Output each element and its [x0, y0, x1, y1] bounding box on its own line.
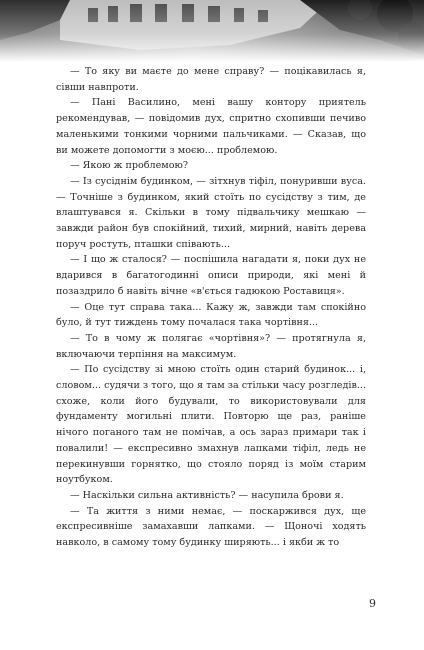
paragraph: — Пані Василино, мені вашу контору приятель рекомендував, — повідомив дух, спритно схопивши печиво маленькими тонкими чорними пальчиками. — Сказав, що ви можете допомогти з моєю... проблемою.	[56, 97, 366, 156]
building-photo-image	[0, 0, 424, 62]
page-number: 9	[369, 597, 376, 610]
paragraph: — Та життя з ними немає, — поскаржився дух, ще експресивніше замахавши лапками. — Щоночі ходять навколо, в самому тому будинку ширяють... і якби ж то	[56, 505, 366, 549]
paragraph: — Якою ж проблемою?	[70, 160, 189, 172]
paragraph: — Наскільки сильна активність? — насупила брови я.	[70, 489, 344, 501]
paragraph: — Оце тут справа така... Кажу ж, завжди там спокійно було, й тут тиждень тому почалася така чортівня...	[56, 301, 366, 329]
paragraph: — То в чому ж полягає «чортівня»? — протягнула я, включаючи терпіння на максимум.	[56, 332, 366, 360]
body-text	[56, 64, 366, 551]
paragraph: — І що ж сталося? — поспішила нагадати я, поки дух не вдарився в багатогодинні описи природи, які мені й позаздрило б навіть вічне «в'ється гадюкою Роставиця».	[56, 254, 366, 297]
paragraph: — Із сусіднім будинком, — зітхнув тіфіл, понуривши вуса. — Точніше з будинком, який стоїть по сусідству з тим, де влаштувався я. Скільки в тому підвальчику мешкаю — завжди район був спокійний, тихий, мирний, навіть дерева поруч ростуть, пташки співають...	[56, 175, 366, 250]
header-photo	[0, 0, 424, 62]
paragraph: — По сусідству зі мною стоїть один старий будинок... і, словом... судячи з того, що я там за стільки часу розгледів... схоже, коли його будували, то використовували для фундаменту могильні плити. Повторю ще раз, раніше нічого поганого там не помічав, а ось зараз примари так і повалили! — експресивно змахнув лапками тіфіл, ледь не перекинувши горнятко, що стояло поряд із моїм старим ноутбуком.	[56, 364, 366, 486]
paragraph: — То яку ви маєте до мене справу? — поцікавилась я, сівши навпроти.	[56, 66, 366, 93]
